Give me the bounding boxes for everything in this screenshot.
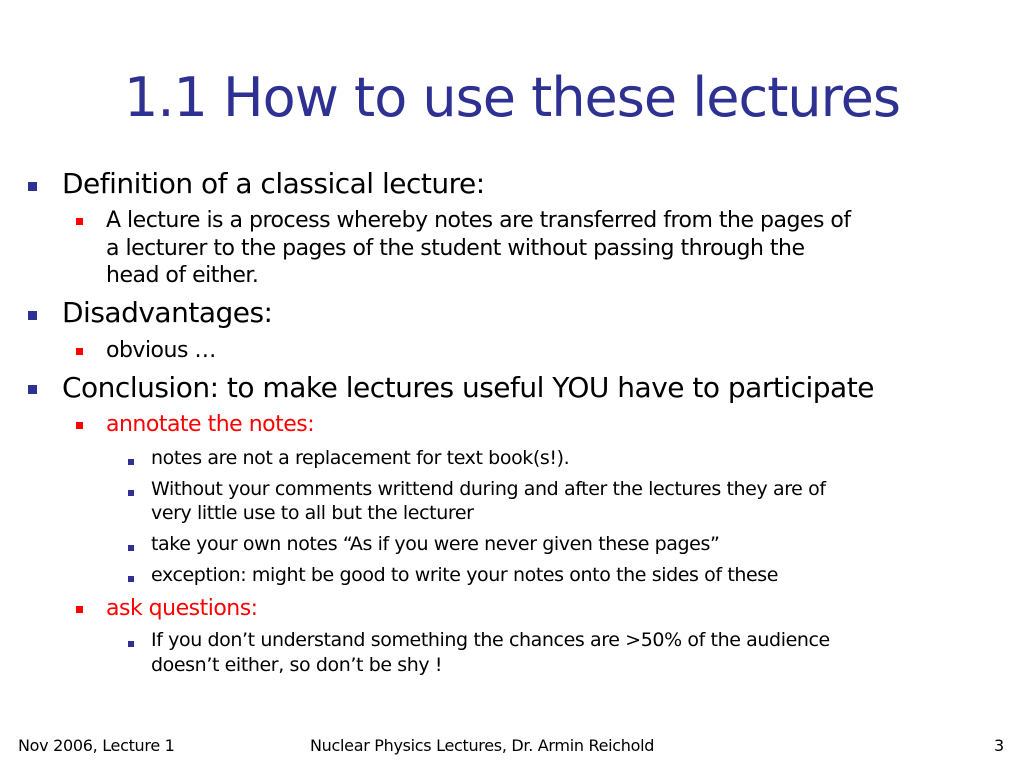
bullet-square-icon bbox=[128, 545, 134, 551]
definition-text-line2: a lecturer to the pages of the student without passing through the bbox=[106, 236, 805, 261]
bullet-square-icon bbox=[76, 606, 83, 613]
bullet-annotate: annotate the notes: bbox=[106, 412, 315, 437]
bullet-square-icon bbox=[76, 218, 83, 225]
ask-item-line2: doesn’t either, so don’t be shy ! bbox=[151, 654, 443, 676]
definition-text-line3: head of either. bbox=[106, 263, 259, 288]
bullet-square-icon bbox=[76, 348, 83, 355]
annotate-item-2-line1: Without your comments writtend during and after the lectures they are of bbox=[151, 478, 826, 500]
bullet-ask-questions: ask questions: bbox=[106, 596, 258, 621]
bullet-square-icon bbox=[128, 490, 134, 496]
footer-course: Nuclear Physics Lectures, Dr. Armin Reichold bbox=[310, 736, 655, 755]
bullet-definition: Definition of a classical lecture: bbox=[62, 167, 485, 200]
footer-date: Nov 2006, Lecture 1 bbox=[18, 736, 175, 755]
bullet-disadvantages: Disadvantages: bbox=[62, 296, 273, 329]
bullet-obvious: obvious … bbox=[106, 338, 216, 363]
bullet-conclusion: Conclusion: to make lectures useful YOU have to participate bbox=[62, 371, 874, 404]
annotate-item-3: take your own notes “As if you were never given these pages” bbox=[151, 533, 720, 555]
bullet-square-icon bbox=[28, 385, 37, 394]
footer-page-number: 3 bbox=[994, 736, 1004, 755]
bullet-square-icon bbox=[28, 311, 37, 320]
annotate-item-1: notes are not a replacement for text book(s!). bbox=[151, 447, 570, 469]
bullet-square-icon bbox=[76, 422, 83, 429]
bullet-square-icon bbox=[128, 576, 134, 582]
bullet-square-icon bbox=[128, 641, 134, 647]
ask-item-line1: If you don’t understand something the chances are >50% of the audience bbox=[151, 629, 830, 651]
bullet-square-icon bbox=[128, 459, 134, 465]
bullet-square-icon bbox=[28, 182, 37, 191]
definition-text-line1: A lecture is a process whereby notes are transferred from the pages of bbox=[106, 208, 851, 233]
annotate-item-4: exception: might be good to write your notes onto the sides of these bbox=[151, 564, 779, 586]
slide-title: 1.1 How to use these lectures bbox=[124, 66, 900, 129]
annotate-item-2-line2: very little use to all but the lecturer bbox=[151, 502, 474, 524]
